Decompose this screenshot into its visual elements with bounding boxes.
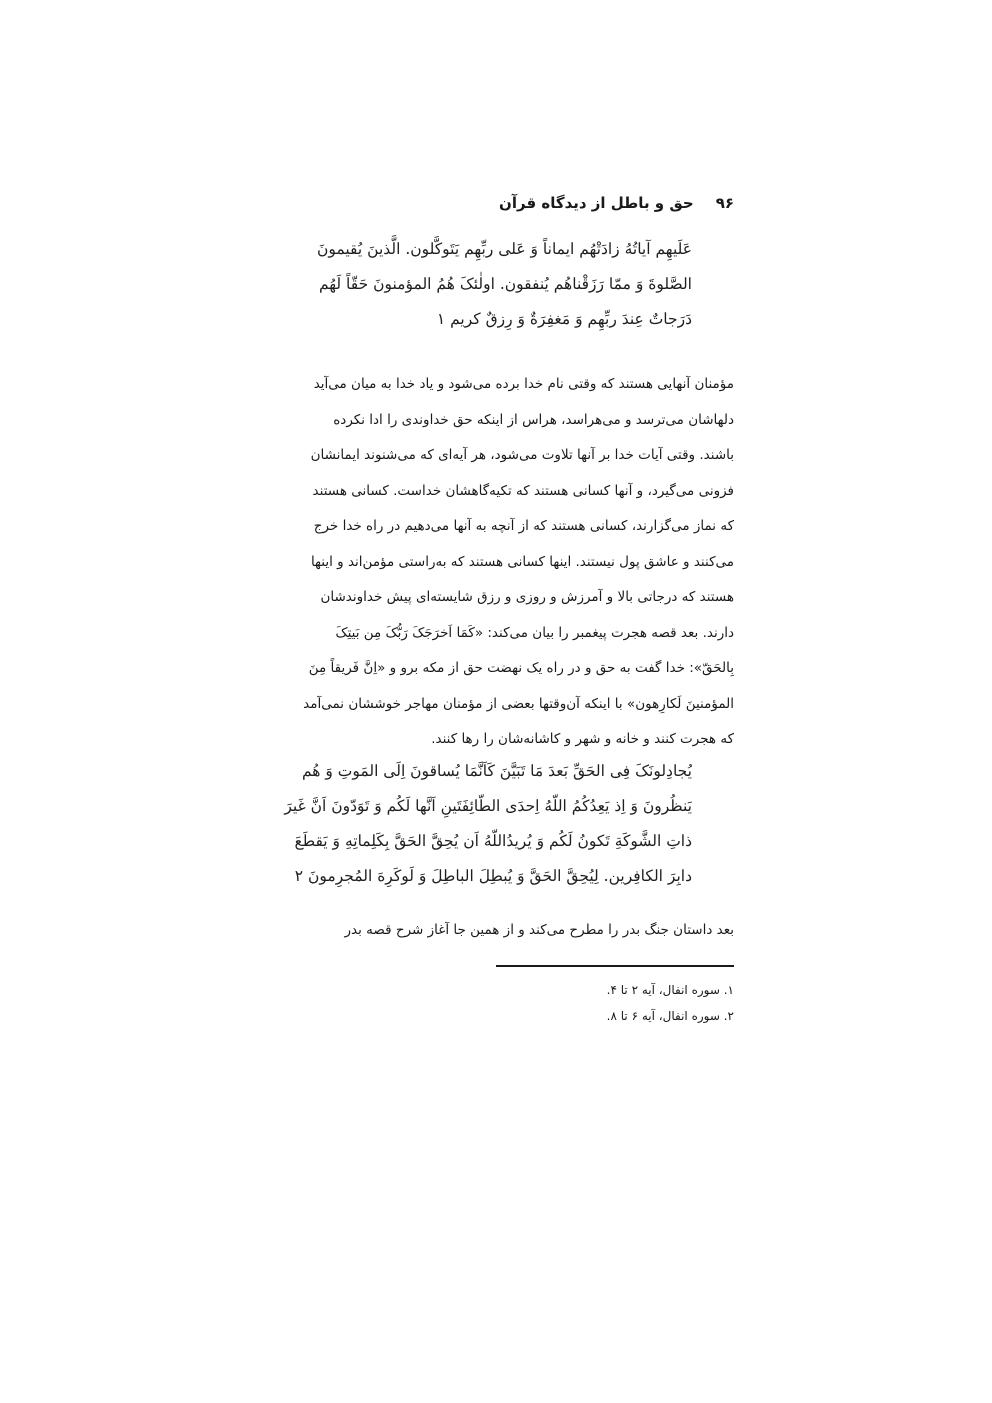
quran-line: الصَّلوةَ وَ ممّا رَزَقْناهُم یُنفقون. اولٰئکَ هُمُ المؤمنونَ حَقّاً لَهُم xyxy=(318,275,692,293)
text-line: بعد داستان جنگ بدر را مطرح می‌کند و از همین جا آغاز شرح قصه بدر xyxy=(344,922,734,938)
footnote-divider xyxy=(496,965,734,967)
text-line: هستند که درجاتی بالا و آمرزش و روزی و رزق شایسته‌ای پیش خداوندشان xyxy=(320,589,734,605)
text-line: که نماز می‌گزارند، کسانی هستند که از آنچه به آنها می‌دهیم در راه خدا خرج xyxy=(313,518,734,534)
quran-line: دابِرَ الکافِرین. لِیُحِقَّ الحَقَّ وَ یُبطِلَ الباطِلَ وَ لَوکَرِهَ المُجرِمونَ ۲ xyxy=(294,867,692,885)
text-line: دلهاشان می‌ترسد و می‌هراسد، هراس از اینکه حق خداوندی را ادا نکرده xyxy=(333,411,734,428)
text-line: المؤمنینَ لَکارِهون» با اینکه آن‌وقتها بعضی از مؤمنان مهاجر خوششان نمی‌آمد xyxy=(303,695,734,712)
running-header xyxy=(254,192,734,214)
footnote-2: ۲. سوره انفال، آیه ۶ تا ۸. xyxy=(606,1009,734,1023)
footnote-1: ۱. سوره انفال، آیه ۲ تا ۴. xyxy=(606,983,734,997)
quran-line: یُجادِلونَکَ فِی الحَقِّ بَعدَ مَا تَبَیَّنَ کَاَنَّمَا یُساقونَ اِلَی المَوتِ وَ هُم xyxy=(301,762,692,780)
quran-quote-2 xyxy=(260,754,692,894)
text-line: می‌کنند و عاشق پول نیستند. اینها کسانی هستند که به‌راستی مؤمن‌اند و اینها xyxy=(310,553,734,570)
text-line: که هجرت کنند و خانه و شهر و کاشانه‌شان را رها کنند. xyxy=(431,731,734,747)
text-line: فزونی می‌گیرد، و آنها کسانی هستند که تکیه‌گاهشان خداست. کسانی هستند xyxy=(312,482,734,499)
paragraph-1 xyxy=(254,367,734,758)
quran-line: دَرَجاتٌ عِندَ ربِّهِم وَ مَغفِرَةٌ وَ رِزقٌ کریم ۱ xyxy=(436,310,692,328)
quran-line: ذاتِ الشَّوکَةِ تَکونُ لَکُم وَ یُریدُاللّهُ اَن یُحِقَّ الحَقَّ بِکَلِماتِهِ وَ یَقطَعَ xyxy=(294,832,692,850)
quran-line: عَلَیهِم آیاتُهُ زادَتْهُم ایماناً وَ عَلی ربِّهِم یَتَوکَّلون. الَّذینَ یُقیمونَ xyxy=(317,240,692,258)
page-number: ۹۶ xyxy=(715,194,734,212)
paragraph-2 xyxy=(254,913,734,949)
chapter-title: حق و باطل از دیدگاه قرآن xyxy=(499,194,694,212)
text-line: بِالحَقّ»: خدا گفت به حق و در راه یک نهضت حق از مکه برو و «اِنَّ فَریقاً مِنَ xyxy=(308,660,734,676)
text-line: دارند. بعد قصه هجرت پیغمبر را بیان می‌کند: «کَمَا اَخرَجَکَ رَبُّکَ مِن بَیتِکَ xyxy=(335,624,734,641)
text-line: مؤمنان آنهایی هستند که وقتی نام خدا برده می‌شود و یاد خدا به میان می‌آید xyxy=(313,376,734,392)
footnotes xyxy=(254,977,734,1029)
quran-line: یَنظُرونَ وَ اِذ یَعِدُکُمُ اللّهُ اِحدَی الطّائِفَتَینِ اَنَّها لَکُم وَ تَوَدّونَ اَنَّ غَیرَ xyxy=(284,797,692,815)
quran-quote-1 xyxy=(260,232,692,337)
text-line: باشند. وقتی آیات خدا بر آنها تلاوت می‌شود، هر آیه‌ای که می‌شنوند ایمانشان xyxy=(310,447,734,463)
